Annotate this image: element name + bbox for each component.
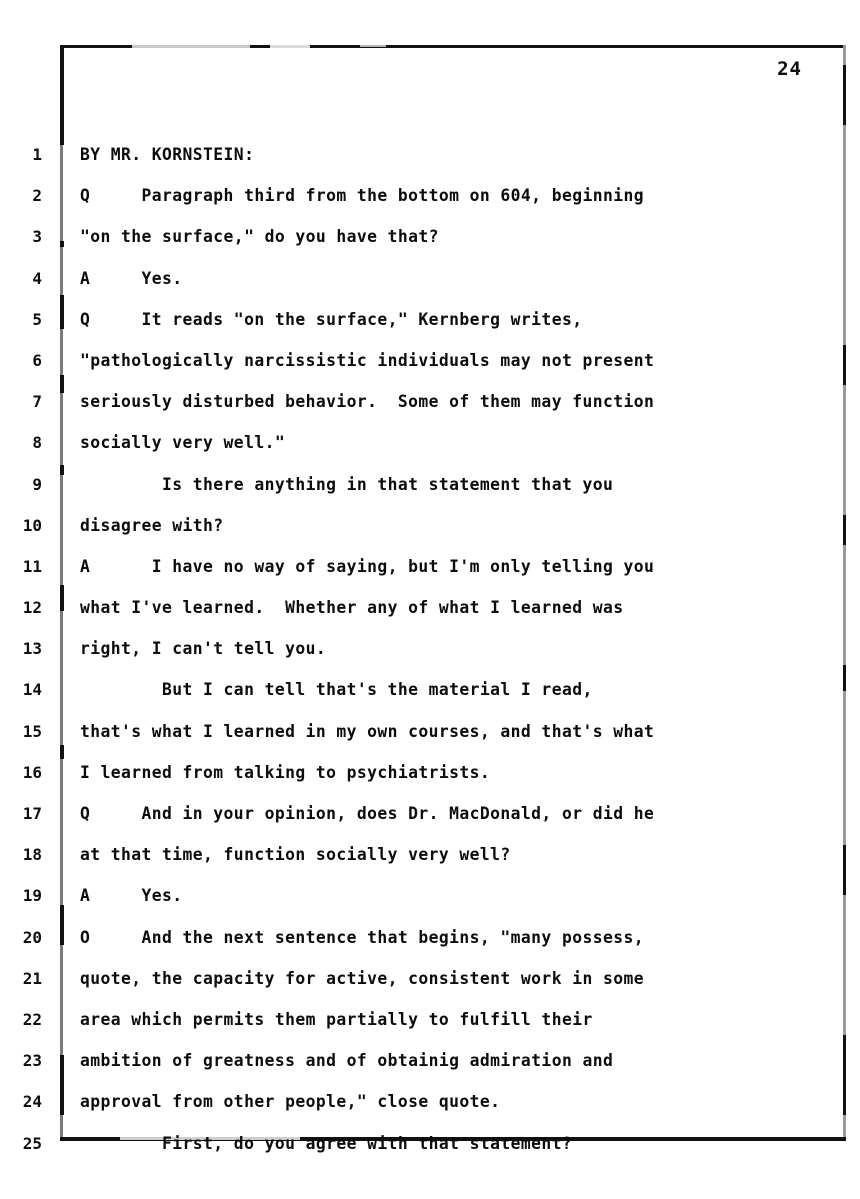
line-text: quote, the capacity for active, consistent work in some [80,968,644,988]
transcript-line [0,516,860,557]
transcript-line [0,639,860,680]
line-number: 17 [22,804,42,823]
line-text: approval from other people," close quote. [80,1092,501,1112]
transcript-line [0,804,860,845]
line-text: at that time, function socially very well? [80,845,511,865]
transcript-line [0,928,860,969]
line-text: First, do you agree with that statement? [80,1133,573,1153]
line-text: O And the next sentence that begins, "many possess, [80,927,644,947]
line-number: 13 [22,639,42,659]
line-text: that's what I learned in my own courses, and that's what [80,721,655,741]
line-text: But I can tell that's the material I read, [80,680,593,700]
line-text: area which permits them partially to fulfill their [80,1009,593,1029]
transcript-line [0,722,860,763]
line-text: disagree with? [80,515,224,535]
line-number: 18 [22,845,42,865]
transcript-line [0,1051,860,1092]
line-text: what I've learned. Whether any of what I learned was [80,598,624,618]
page-number: 24 [777,58,802,80]
line-text: ambition of greatness and of obtainig admiration and [80,1051,614,1071]
line-number: 6 [32,350,42,370]
transcript-body [0,145,860,1175]
transcript-line [0,145,860,186]
transcript-line [0,598,860,639]
line-text: Q Paragraph third from the bottom on 604, beginning [80,186,644,206]
line-number: 22 [22,1009,42,1029]
frame-top-rule-gap [132,45,250,48]
line-text: A Yes. [80,886,183,906]
transcript-line [0,392,860,433]
line-number: 2 [32,186,42,206]
line-number: 10 [22,515,42,535]
line-number: 21 [22,968,42,988]
line-number: 19 [22,886,42,906]
line-number: 15 [22,721,42,741]
line-text: Is there anything in that statement that you [80,474,614,494]
transcript-line [0,763,860,804]
line-number: 3 [32,227,42,247]
line-text: I learned from talking to psychiatrists. [80,762,491,782]
line-number: 8 [32,433,42,453]
transcript-line [0,186,860,227]
line-number: 11 [22,556,42,576]
transcript-line [0,310,860,351]
line-number: 16 [22,762,42,782]
transcript-line [0,969,860,1010]
line-text: Q It reads "on the surface," Kernberg writes, [80,309,583,329]
line-text: A I have no way of saying, but I'm only telling you [80,556,655,576]
transcript-line [0,227,860,268]
transcript-line [0,1010,860,1051]
frame-top-rule-gap [360,45,386,47]
line-text: seriously disturbed behavior. Some of them may function [80,392,655,412]
line-number: 1 [32,145,42,164]
line-text: right, I can't tell you. [80,639,327,659]
transcript-line [0,351,860,392]
line-text: "pathologically narcissistic individuals may not present [80,350,655,370]
frame-top-rule-gap [270,45,310,48]
transcript-line [0,680,860,721]
line-number: 12 [22,598,42,618]
transcript-line [0,269,860,310]
line-number: 20 [22,927,42,947]
line-number: 25 [22,1133,42,1153]
transcript-line [0,1092,860,1133]
line-text: socially very well." [80,433,286,453]
line-text: A Yes. [80,268,183,288]
transcript-line [0,475,860,516]
line-text: BY MR. KORNSTEIN: [80,145,255,164]
transcript-line [0,433,860,474]
line-number: 24 [22,1092,42,1112]
line-number: 23 [22,1051,42,1071]
line-number: 4 [32,268,42,288]
line-number: 5 [32,309,42,329]
transcript-line [0,845,860,886]
line-number: 7 [32,392,42,412]
transcript-line [0,557,860,598]
line-text: "on the surface," do you have that? [80,227,439,247]
transcript-line [0,1134,860,1175]
line-number: 9 [32,474,42,494]
line-text: Q And in your opinion, does Dr. MacDonald, or did he [80,804,655,823]
transcript-line [0,886,860,927]
line-number: 14 [22,680,42,700]
